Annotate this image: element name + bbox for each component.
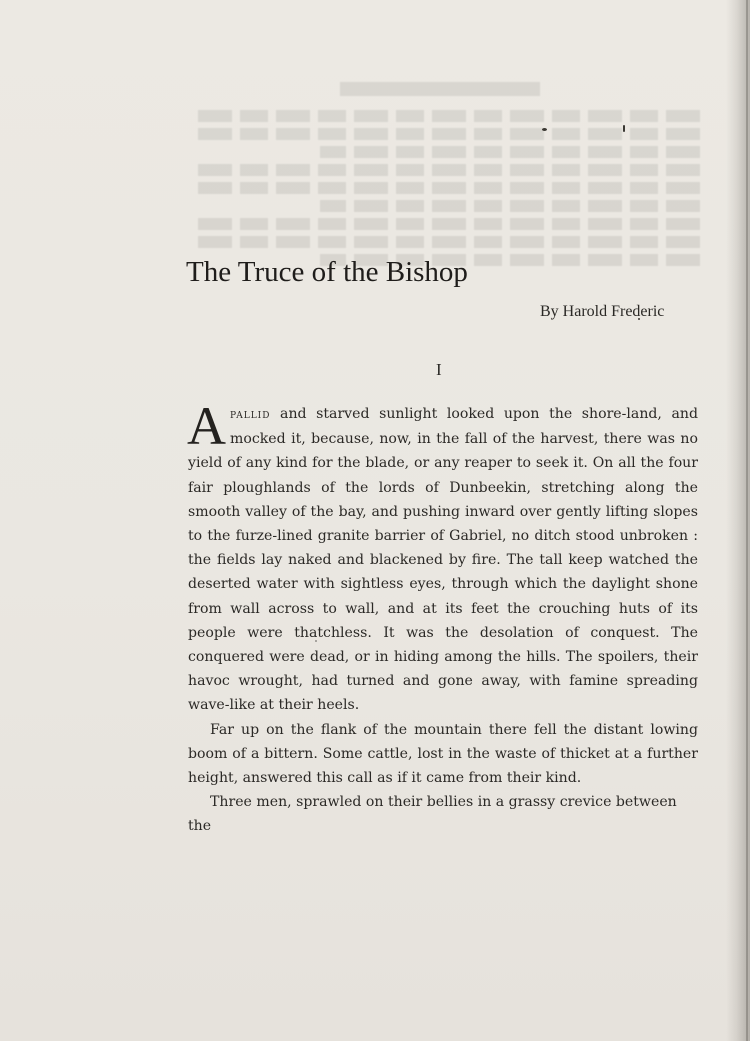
paragraph-2: Far up on the flank of the mountain there fell the distant lowing boom of a bittern. Some cattle, lost in the waste of thicket at a further height, answered this call as if it came from their kind. — [188, 721, 698, 787]
section-numeral: I — [436, 360, 442, 379]
lead-in-word: pallid — [230, 407, 271, 422]
paragraph-3: Three men, sprawled on their bellies in a grassy crevice between — [210, 794, 677, 811]
paper-speck — [542, 128, 547, 131]
show-through-text — [180, 82, 700, 272]
show-through-heading — [340, 82, 540, 96]
article-title: The Truce of the Bishop — [186, 256, 468, 288]
page-edge-line — [746, 0, 748, 1041]
article-body — [187, 396, 698, 839]
drop-cap: A — [187, 396, 226, 456]
paragraph-1 — [187, 396, 698, 718]
catchword: the — [188, 818, 212, 835]
author-byline: By Harold Frederic — [540, 303, 665, 320]
paper-speck — [623, 125, 625, 132]
paragraph-1-text: and starved sunlight looked upon the shore-land, and mocked it, because, now, in the fall of the harvest, there was no yield of any kind for the blade, or any reaper to seek it. On all the four fair ploughlands of the lords of Dunbeekin, stretching along the smooth valley of the bay, and pushing inward over gently lifting slopes to the furze-lined granite barrier of Gabriel, no ditch stood unbroken : the fields lay naked and blackened by fire. The tall keep watched the deserted water with sightless eyes, through which the daylight shone from wall across to wall, and at its feet the crouching huts of its people were thatchless. It was the desolation of conquest. The conquered were dead, or in hiding among the hills. The spoilers, their havoc wrought, had turned and gone away, with famine spreading wave-like at their heels. — [188, 406, 698, 714]
